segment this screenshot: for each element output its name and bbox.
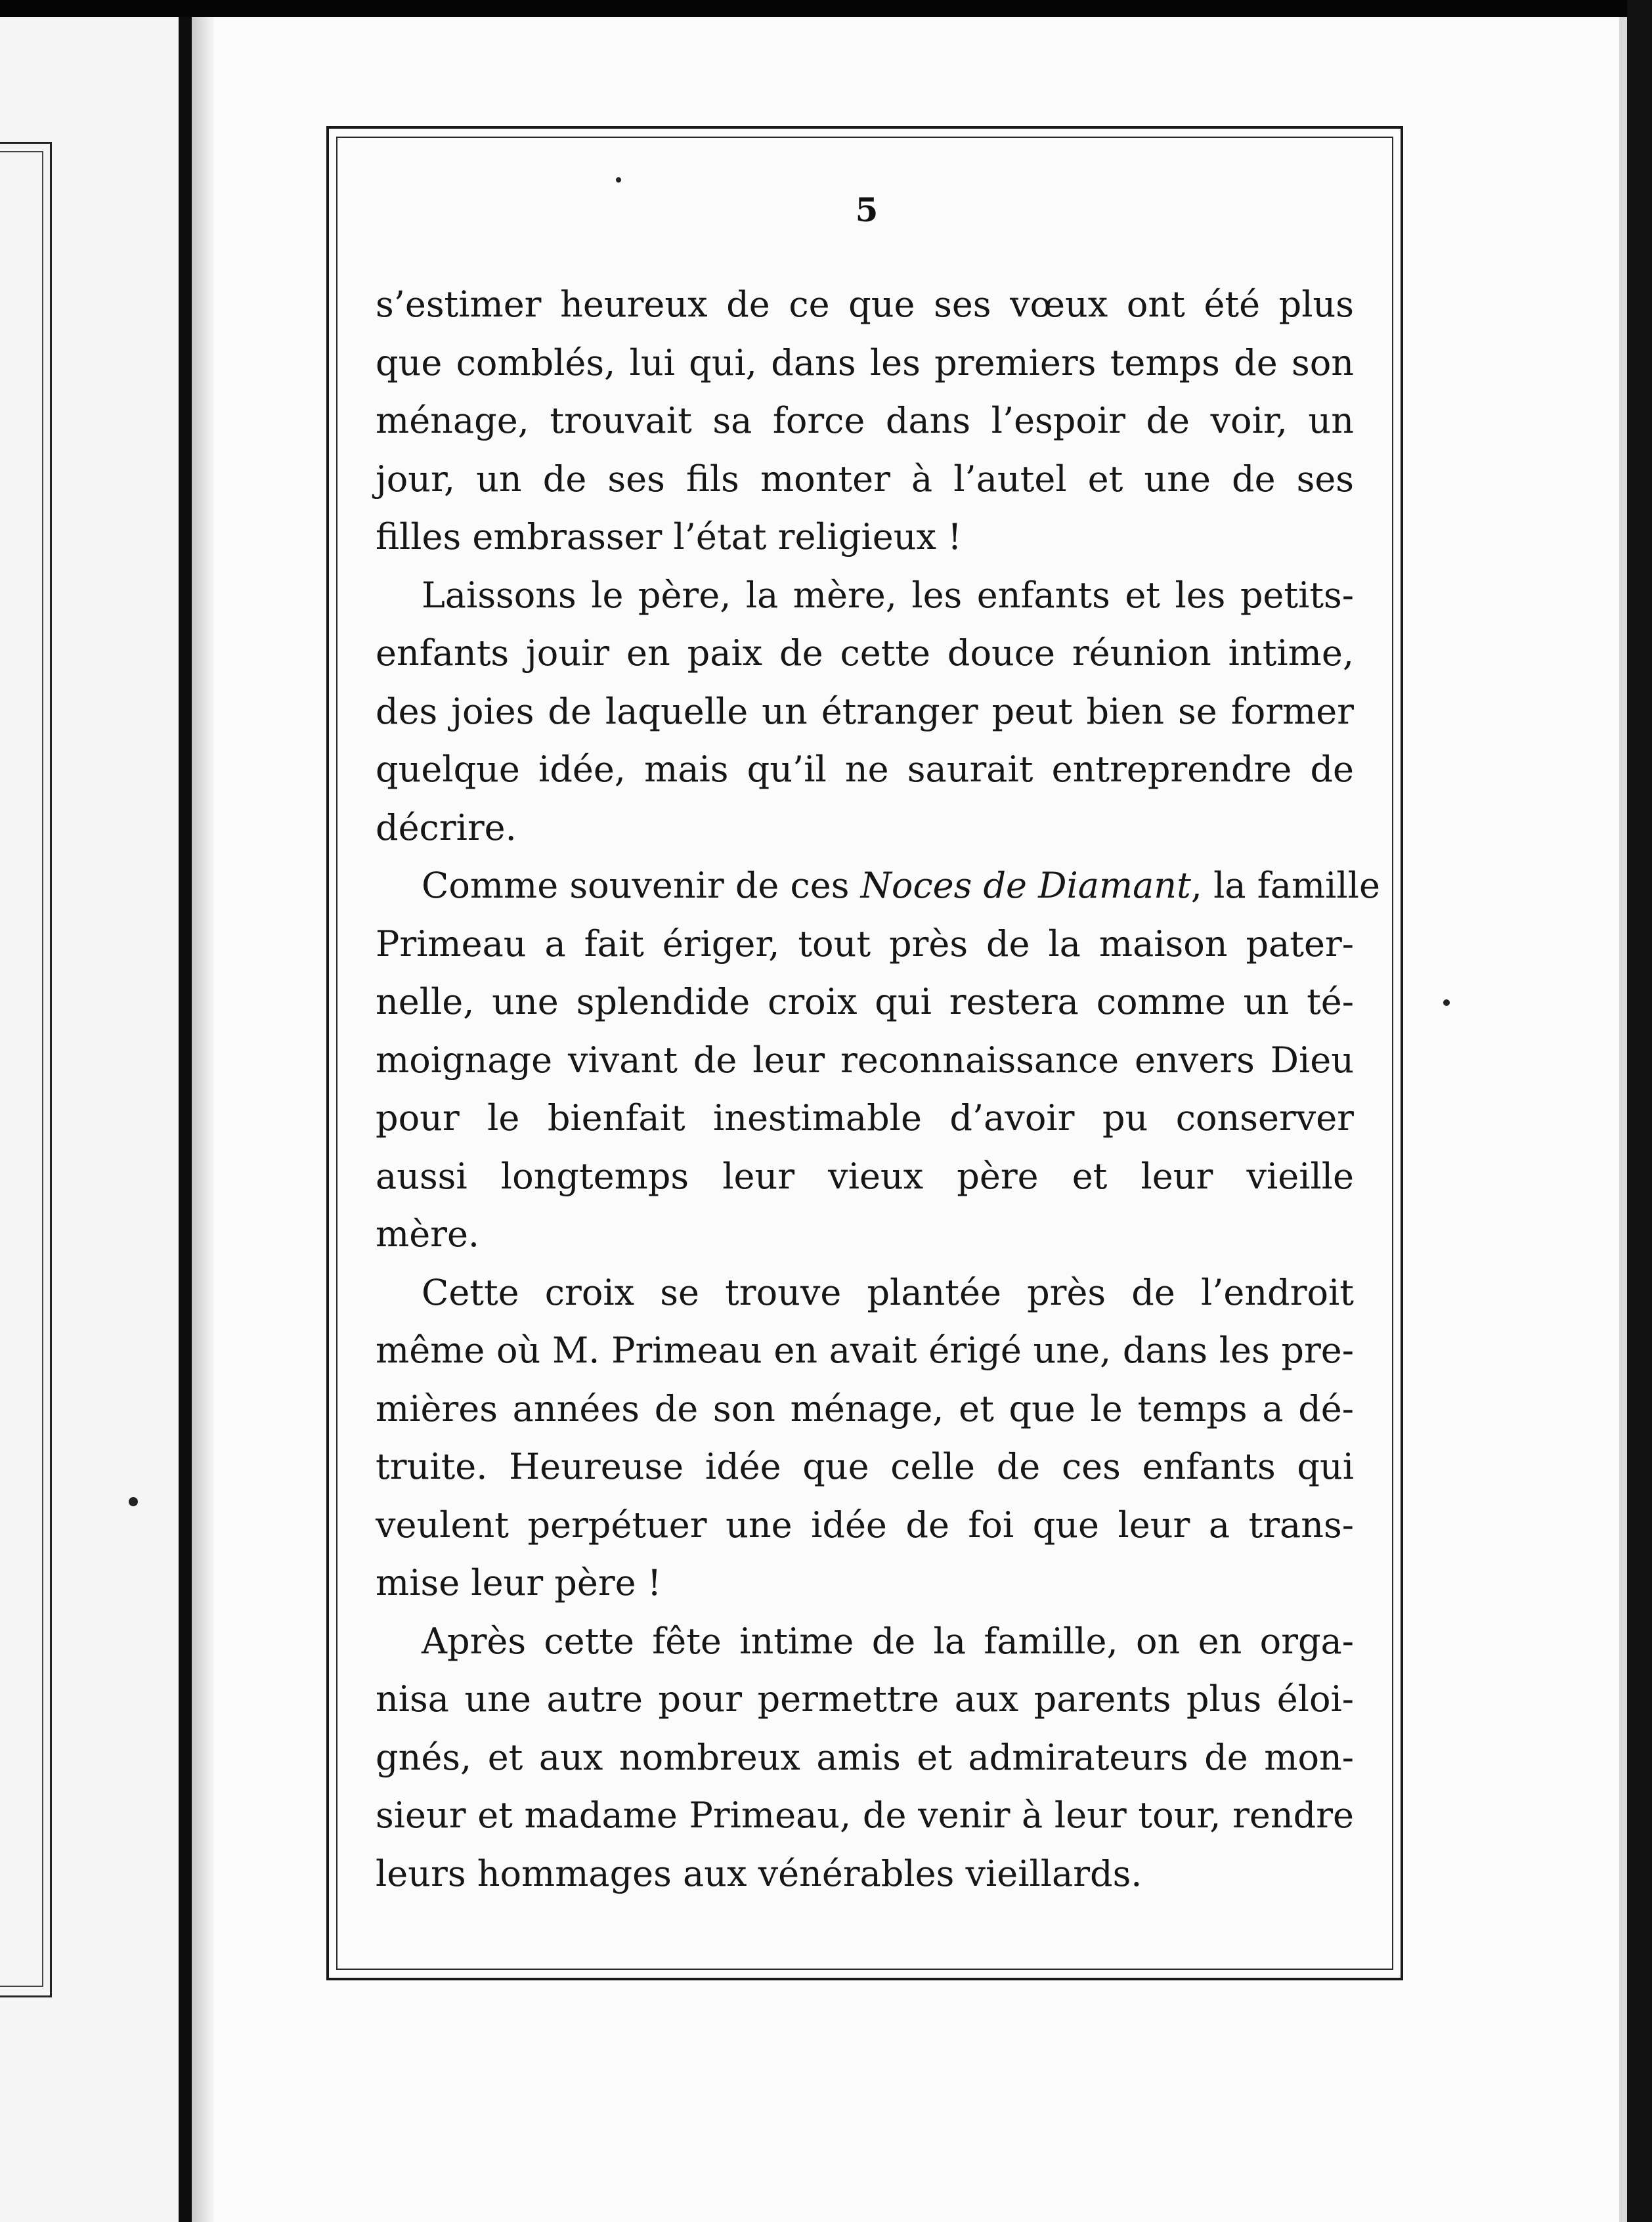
paragraph-4 bbox=[376, 1264, 1354, 1613]
ink-speck bbox=[129, 1497, 138, 1506]
facing-page-edge bbox=[0, 17, 179, 2222]
text-line: pour le bienfait inestimable d’avoir pu conserver bbox=[376, 1097, 1354, 1139]
text-line: que comblés, lui qui, dans les premiers temps de son bbox=[376, 341, 1354, 383]
body-text bbox=[376, 276, 1380, 1903]
text-line: quelque idée, mais qu’il ne saurait entreprendre de bbox=[376, 749, 1354, 790]
paragraph-3 bbox=[376, 857, 1380, 1264]
text-line: moignage vivant de leur reconnaissance envers Dieu bbox=[376, 1039, 1354, 1081]
text-line: gnés, et aux nombreux amis et admirateurs de mon- bbox=[376, 1736, 1354, 1778]
text-line: Laissons le père, la mère, les enfants et les petits- bbox=[422, 574, 1354, 616]
text-line: mise leur père ! bbox=[376, 1562, 662, 1603]
text-line: enfants jouir en paix de cette douce réunion intime, bbox=[376, 632, 1354, 674]
paragraph-2 bbox=[376, 567, 1354, 858]
page-number: 5 bbox=[855, 190, 879, 229]
text-line: s’estimer heureux de ce que ses vœux ont été plus bbox=[376, 284, 1354, 325]
text-line: nisa une autre pour permettre aux parents plus éloi- bbox=[376, 1678, 1354, 1720]
text-line: Cette croix se trouve plantée près de l’endroit bbox=[422, 1271, 1354, 1313]
book-gutter bbox=[179, 17, 192, 2222]
text-line: aussi longtemps leur vieux père et leur vieille bbox=[376, 1155, 1354, 1197]
scan-top-edge bbox=[0, 0, 1652, 17]
text-line: leurs hommages aux vénérables vieillards. bbox=[376, 1852, 1142, 1894]
text-line: truite. Heureuse idée que celle de ces enfants qui bbox=[376, 1446, 1354, 1487]
text-line: nelle, une splendide croix qui restera comme un té- bbox=[376, 981, 1354, 1022]
text-line: Comme souvenir de ces Noces de Diamant, la famille bbox=[422, 865, 1380, 906]
text-line: veulent perpétuer une idée de foi que leur a trans- bbox=[376, 1504, 1354, 1546]
text-line: ménage, trouvait sa force dans l’espoir de voir, un bbox=[376, 400, 1354, 441]
text-line: Après cette fête intime de la famille, on en orga- bbox=[422, 1620, 1354, 1662]
italic-title: Noces de Diamant bbox=[860, 865, 1191, 906]
text-line: mières années de son ménage, et que le temps a dé- bbox=[376, 1387, 1354, 1429]
text-line: des joies de laquelle un étranger peut bien se former bbox=[376, 690, 1354, 732]
facing-page-inner-border bbox=[0, 151, 43, 1987]
text-line: jour, un de ses fils monter à l’autel et une de ses bbox=[376, 458, 1354, 500]
text-line: sieur et madame Primeau, de venir à leur tour, rendre bbox=[376, 1795, 1354, 1836]
text-line: même où M. Primeau en avait érigé une, dans les pre- bbox=[376, 1330, 1354, 1371]
text-line: mère. bbox=[376, 1213, 480, 1255]
paragraph-1 bbox=[376, 276, 1354, 567]
paragraph-5 bbox=[376, 1613, 1354, 1904]
text-line: décrire. bbox=[376, 806, 517, 848]
scan-right-edge bbox=[1627, 0, 1652, 2222]
ink-speck bbox=[1443, 999, 1450, 1006]
text-line: Primeau a fait ériger, tout près de la maison pater- bbox=[376, 923, 1354, 965]
text-line: filles embrasser l’état religieux ! bbox=[376, 516, 962, 557]
page-edge-shadow bbox=[1619, 17, 1627, 2222]
gutter-shadow bbox=[192, 17, 214, 2222]
ink-speck bbox=[616, 177, 621, 183]
